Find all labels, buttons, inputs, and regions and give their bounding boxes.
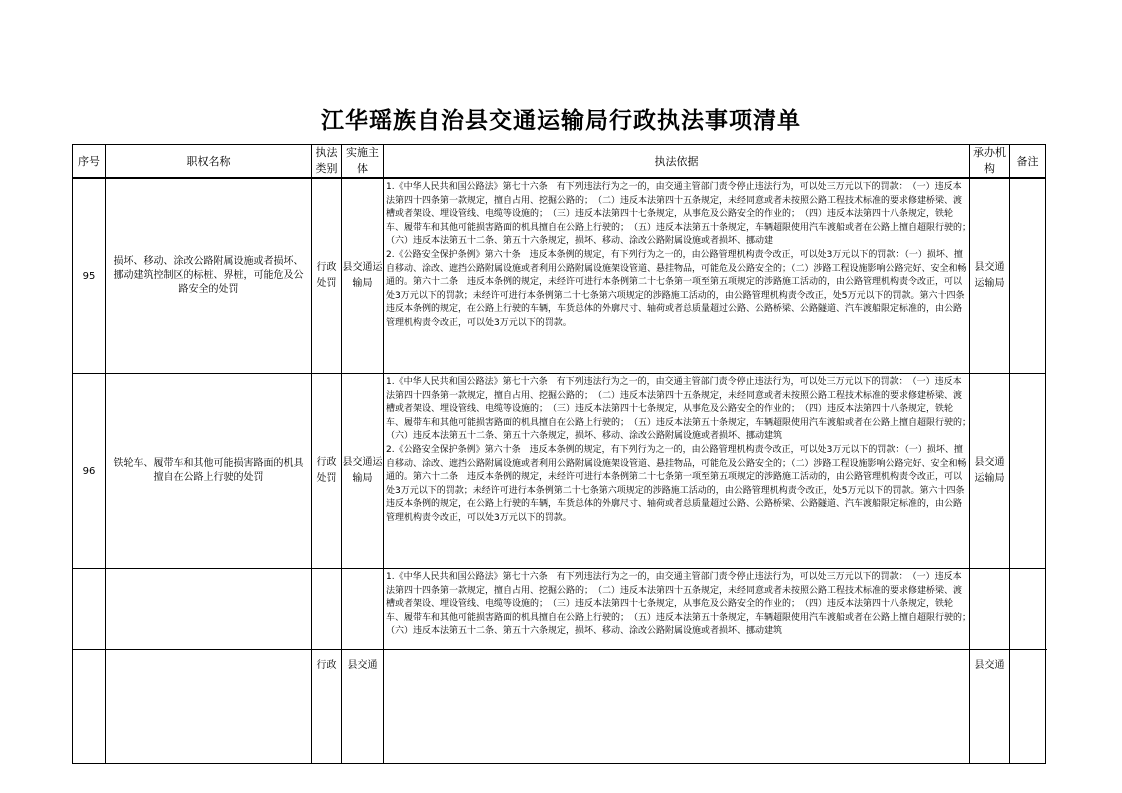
basis-paragraph: 1.《中华人民共和国公路法》第七十六条 有下列违法行为之一的，由交通主管部门责令停止违法行为，可以处三万元以下的罚款： （一）违反本法第四十四条第一款规定，擅自占用、挖掘公路的； （二）违反本法第四十五条规定，未经同意或者未按照公路工程技术标准的要求修建桥梁、渡槽或者架设、埋设管线、电缆等设施的； （三）违反本法第四十七条规定，从事危及公路安全的作业的； （四）违反本法第四十八条规定，铁轮车、履带车和其他可能损害路面的机具擅自在公路上行驶的； （五）违反本法第五十条规定，车辆超限使用汽车渡船或者在公路上擅自超限行驶的； （六）违反本法第五十二条、第五十六条规定，损坏、移动、涂改公路附属设施或者损坏、挪动建筑 — [386, 377, 976, 442]
basis-paragraph: 1.《中华人民共和国公路法》第七十六条 有下列违法行为之一的，由交通主管部门责令停止违法行为，可以处三万元以下的罚款： （一）违反本法第四十四条第一款规定，擅自占用、挖掘公路的； （二）违反本法第四十五条规定，未经同意或者未按照公路工程技术标准的要求修建桥梁、渡槽或者架设、埋设管线、电缆等设施的； （三）违反本法第四十七条规定，从事危及公路安全的作业的； （四）违反本法第四十八条规定，铁轮车、履带车和其他可能损害路面的机具擅自在公路上行驶的； （五）违反本法第五十条规定，车辆超限使用汽车渡船或者在公路上擅自超限行驶的； （六）违反本法第五十二条、第五十六条规定，损坏、移动、涂改公路附属设施或者损坏、挪动建筑 — [386, 572, 976, 637]
row-agency: 县交通运输局 — [970, 178, 1010, 374]
header-name: 职权名称 — [106, 145, 312, 179]
row-remarks — [1010, 569, 1046, 764]
document-title: 江华瑶族自治县交通运输局行政执法事项清单 — [321, 107, 801, 134]
row-category: 行政 — [312, 569, 342, 764]
header-row — [73, 145, 1046, 179]
row-seq — [73, 569, 106, 764]
basis-paragraph: 1.《中华人民共和国公路法》第七十六条 有下列违法行为之一的，由交通主管部门责令停止违法行为，可以处三万元以下的罚款： （一）违反本法第四十四条第一款规定，擅自占用、挖掘公路的； （二）违反本法第四十五条规定，未经同意或者未按照公路工程技术标准的要求修建桥梁、渡槽或者架设、埋设管线、电缆等设施的； （三）违反本法第四十七条规定，从事危及公路安全的作业的； （四）违反本法第四十八条规定，铁轮车、履带车和其他可能损害路面的机具擅自在公路上行驶的； （五）违反本法第五十条规定，车辆超限使用汽车渡船或者在公路上擅自超限行驶的； （六）违反本法第五十二条、第五十六条规定，损坏、移动、涂改公路附属设施或者损坏、挪动建 — [386, 182, 976, 247]
row-basis — [384, 569, 976, 764]
row-name: 损坏、移动、涂改公路附属设施或者损坏、挪动建筑控制区的标桩、界桩，可能危及公路安全的处罚 — [106, 178, 312, 374]
row-basis — [384, 178, 976, 374]
row-subject: 县交通运输局 — [342, 178, 384, 374]
header-subject: 实施主体 — [342, 145, 384, 179]
header-agency: 承办机构 — [970, 145, 1010, 179]
page-cut-line — [72, 649, 1047, 650]
row-subject: 县交通运输局 — [342, 374, 384, 569]
header-category: 执法类别 — [312, 145, 342, 179]
table-row — [73, 374, 1046, 569]
row-remarks — [1010, 178, 1046, 374]
row-name: 铁轮车、履带车和其他可能损害路面的机具擅自在公路上行驶的处罚 — [106, 374, 312, 569]
row-seq: 95 — [73, 178, 106, 374]
row-category: 行政处罚 — [312, 374, 342, 569]
table-viewport — [72, 144, 1047, 671]
row-agency: 县交通 — [970, 569, 1010, 764]
row-agency: 县交通运输局 — [970, 374, 1010, 569]
header-seq: 序号 — [73, 145, 106, 179]
basis-paragraph: 2.《公路安全保护条例》第六十条 违反本条例的规定，有下列行为之一的，由公路管理机构责令改正，可以处3万元以下的罚款：（一）损坏、擅自移动、涂改、遮挡公路附属设施或者利用公路附属设施架设管道、悬挂物品，可能危及公路安全的；（二）涉路工程设施影响公路完好、安全和畅通的。第六十二条 违反本条例的规定，未经许可进行本条例第二十七条第一项至第五项规定的涉路施工活动的，由公路管理机构责令改正，可以处3万元以下的罚款；未经许可进行本条例第二十七条第六项规定的涉路施工活动的，由公路管理机构责令改正，处5万元以下的罚款。第六十四条 违反本条例的规定，在公路上行驶的车辆，车货总体的外廓尺寸、轴荷或者总质量超过公路、公路桥梁、公路隧道、汽车渡船限定标准的，由公路管理机构责令改正，可以处3万元以下的罚款。 — [386, 249, 974, 328]
row-subject: 县交通 — [342, 569, 384, 764]
row-name — [106, 569, 312, 764]
row-basis — [384, 374, 976, 569]
table-row — [73, 569, 1046, 764]
row-remarks — [1010, 374, 1046, 569]
header-remarks: 备注 — [1010, 145, 1046, 179]
basis-paragraph: 2.《公路安全保护条例》第六十条 违反本条例的规定，有下列行为之一的，由公路管理机构责令改正，可以处3万元以下的罚款：（一）损坏、擅自移动、涂改、遮挡公路附属设施或者利用公路附属设施架设管道、悬挂物品，可能危及公路安全的；（二）涉路工程设施影响公路完好、安全和畅通的。第六十二条 违反本条例的规定，未经许可进行本条例第二十七条第一项至第五项规定的涉路施工活动的，由公路管理机构责令改正，可以处3万元以下的罚款；未经许可进行本条例第二十七条第六项规定的涉路施工活动的，由公路管理机构责令改正，处5万元以下的罚款。第六十四条 违反本条例的规定，在公路上行驶的车辆，车货总体的外廓尺寸、轴荷或者总质量超过公路、公路桥梁、公路隧道、汽车渡船限定标准的，由公路管理机构责令改正，可以处3万元以下的罚款。 — [386, 444, 974, 523]
row-seq: 96 — [73, 374, 106, 569]
header-basis: 执法依据 — [384, 145, 970, 179]
table-row — [73, 178, 1046, 374]
row-category: 行政处罚 — [312, 178, 342, 374]
enforcement-table — [72, 144, 1046, 764]
